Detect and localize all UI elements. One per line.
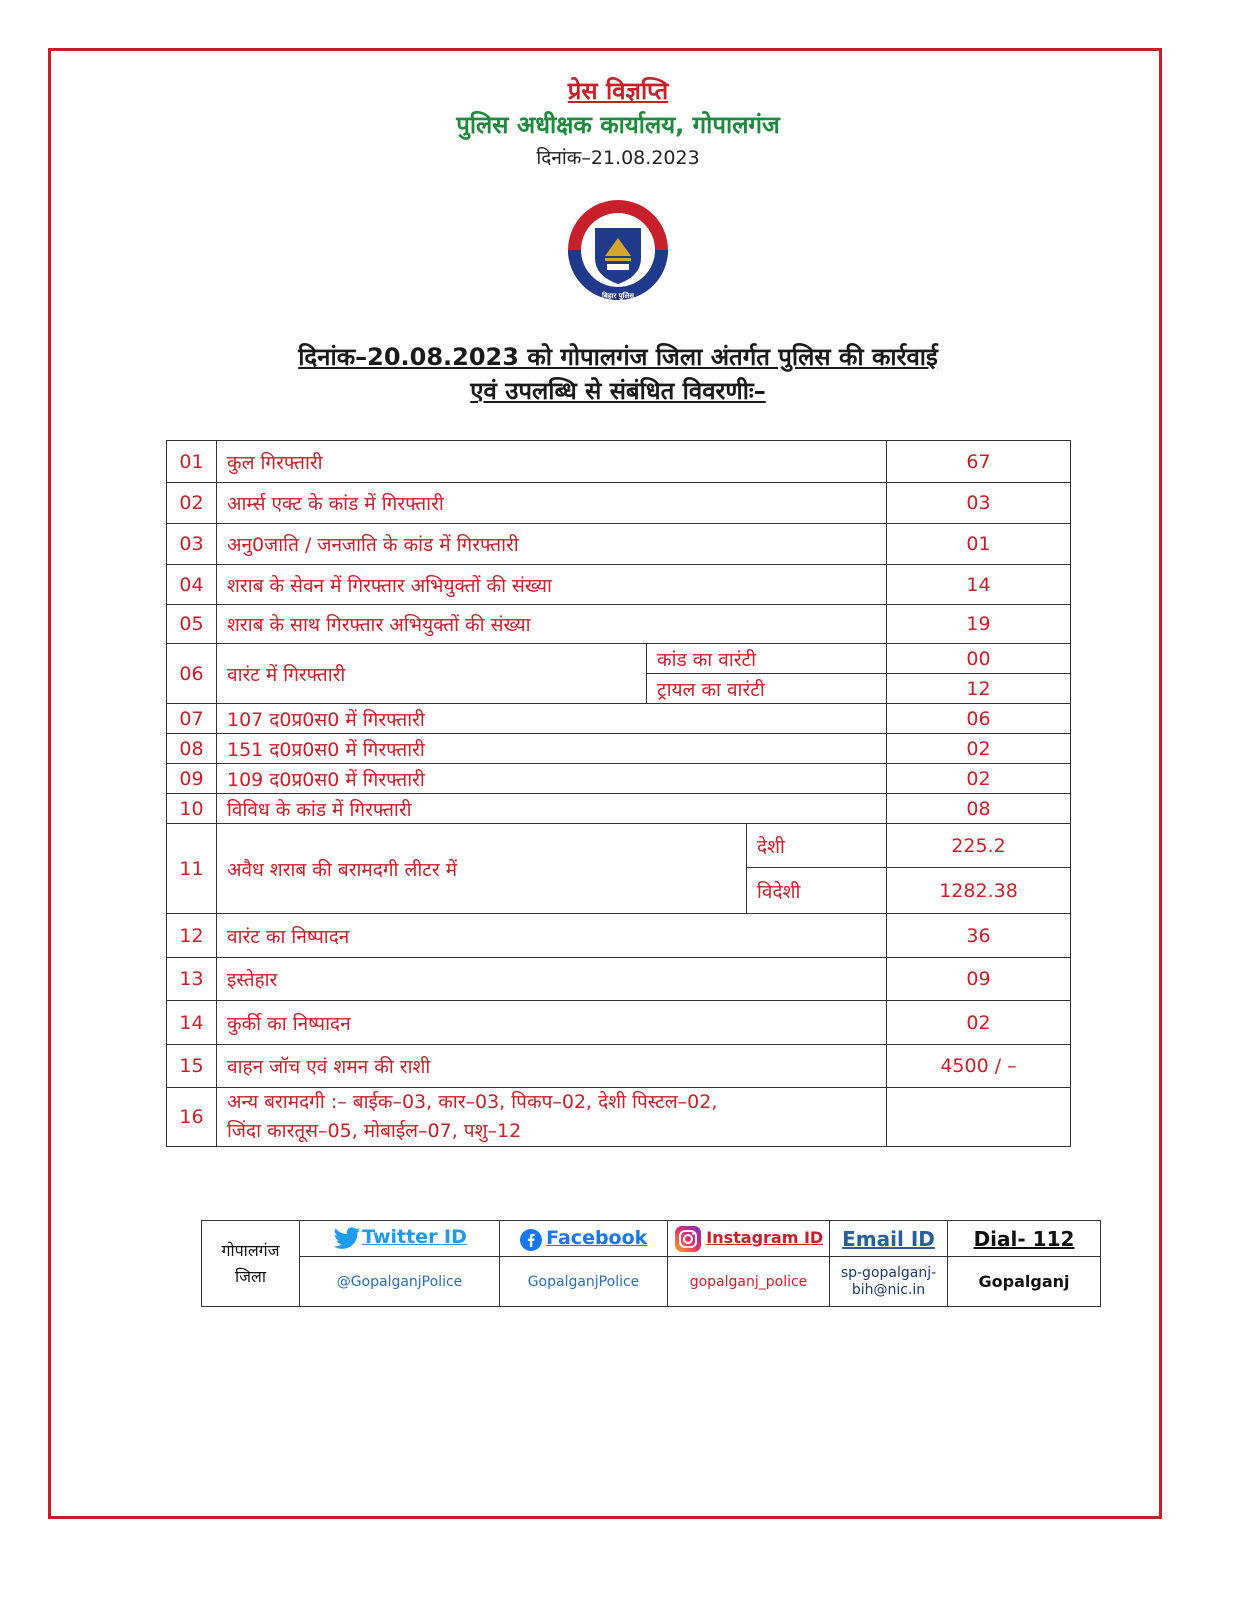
row-label: अनु0जाति / जनजाति के कांड में गिरफ्तारी	[217, 524, 887, 565]
sub-label: ट्रायल का वारंटी	[647, 674, 887, 704]
table-row	[167, 794, 1071, 824]
row-number: 02	[167, 483, 217, 524]
row-number: 14	[167, 1001, 217, 1045]
logo-top-text: बिहार पुलिस	[600, 213, 636, 226]
district-line-2: जिला	[234, 1266, 266, 1286]
row-number: 16	[167, 1088, 217, 1147]
table-row	[167, 441, 1071, 483]
table-row	[167, 524, 1071, 565]
office-name: पुलिस अधीक्षक कार्यालय, गोपालगंज	[456, 111, 780, 139]
table-row	[167, 914, 1071, 958]
instagram-label[interactable]: Instagram ID	[706, 1227, 824, 1247]
dial-location: Gopalganj	[948, 1257, 1101, 1307]
row-label: शराब के साथ गिरफ्तार अभियुक्तों की संख्या	[217, 605, 887, 644]
sub-label: विदेशी	[747, 868, 887, 914]
subject-line-1: दिनांक–20.08.2023 को गोपालगंज जिला अंतर्गत पुलिस की कार्रवाई	[298, 343, 938, 371]
row-label: 109 द0प्र0स0 में गिरफ्तारी	[217, 764, 887, 794]
row-number: 03	[167, 524, 217, 565]
row-label: अवैध शराब की बरामदगी लीटर में	[217, 824, 747, 914]
row-label: आर्म्स एक्ट के कांड में गिरफ्तारी	[217, 483, 887, 524]
row-value: 36	[887, 914, 1071, 958]
row-number: 09	[167, 764, 217, 794]
table-row	[167, 1001, 1071, 1045]
table-row	[167, 605, 1071, 644]
row-number: 04	[167, 565, 217, 605]
row-label: कुर्की का निष्पादन	[217, 1001, 887, 1045]
sub-label: कांड का वारंटी	[647, 644, 887, 674]
dial-header	[948, 1221, 1101, 1257]
table-row	[167, 764, 1071, 794]
row-label: 151 द0प्र0स0 में गिरफ्तारी	[217, 734, 887, 764]
row-number: 01	[167, 441, 217, 483]
sub-value: 225.2	[887, 824, 1071, 868]
row-label: वारंट में गिरफ्तारी	[217, 644, 647, 704]
instagram-header[interactable]	[668, 1221, 830, 1257]
row-label: इस्तेहार	[217, 958, 887, 1001]
email-address[interactable]	[830, 1257, 948, 1307]
email-header[interactable]	[830, 1221, 948, 1257]
stats-table	[166, 440, 1071, 1147]
row-label: कुल गिरफ्तारी	[217, 441, 887, 483]
row-number: 10	[167, 794, 217, 824]
facebook-icon	[520, 1232, 542, 1248]
row-value: 02	[887, 1001, 1071, 1045]
subject-line-2: एवं उपलब्धि से संबंधित विवरणीः–	[470, 377, 766, 405]
district-line-1: गोपालगंज	[221, 1240, 280, 1260]
release-date: दिनांक–21.08.2023	[536, 147, 700, 169]
email-line-1[interactable]: sp-gopalganj-	[840, 1264, 937, 1281]
row-label	[217, 1088, 887, 1147]
row-value: 02	[887, 764, 1071, 794]
logo-bottom-text: बिहार पुलिस	[602, 292, 634, 300]
table-row	[167, 1045, 1071, 1088]
facebook-header[interactable]	[500, 1221, 668, 1257]
table-row	[167, 734, 1071, 764]
sub-value: 12	[887, 674, 1071, 704]
social-contact-table	[201, 1220, 1101, 1307]
twitter-icon	[332, 1231, 362, 1247]
row-label: 107 द0प्र0स0 में गिरफ्तारी	[217, 704, 887, 734]
row-label-line-2: जिंदा कारतूस–05, मोबाईल–07, पशु–12	[227, 1120, 522, 1142]
row-value: 67	[887, 441, 1071, 483]
dial-label: Dial- 112	[973, 1226, 1075, 1251]
row-value: 09	[887, 958, 1071, 1001]
email-label[interactable]: Email ID	[842, 1226, 935, 1251]
press-release-title: प्रेस विज्ञप्ति	[567, 77, 669, 105]
row-number: 05	[167, 605, 217, 644]
twitter-handle[interactable]: @GopalganjPolice	[300, 1257, 500, 1307]
row-label-line-1: अन्य बरामदगी :– बाईक–03, कार–03, पिकप–02, देशी पिस्टल–02,	[227, 1091, 718, 1113]
row-label: शराब के सेवन में गिरफ्तार अभियुक्तों की संख्या	[217, 565, 887, 605]
row-value: 4500 / –	[887, 1045, 1071, 1088]
row-value: 19	[887, 605, 1071, 644]
row-number: 06	[167, 644, 217, 704]
row-number: 12	[167, 914, 217, 958]
table-row	[167, 644, 1071, 674]
facebook-label[interactable]: Facebook	[546, 1226, 648, 1249]
email-line-2[interactable]: bih@nic.in	[851, 1281, 926, 1298]
twitter-header[interactable]	[300, 1221, 500, 1257]
row-label: वारंट का निष्पादन	[217, 914, 887, 958]
table-row	[167, 483, 1071, 524]
row-value: 01	[887, 524, 1071, 565]
row-number: 11	[167, 824, 217, 914]
row-number: 13	[167, 958, 217, 1001]
row-number: 15	[167, 1045, 217, 1088]
row-value: 03	[887, 483, 1071, 524]
sub-label: देशी	[747, 824, 887, 868]
row-label: वाहन जॉच एवं शमन की राशी	[217, 1045, 887, 1088]
table-row	[167, 958, 1071, 1001]
table-row	[167, 704, 1071, 734]
instagram-handle[interactable]: gopalganj_police	[668, 1257, 830, 1307]
district-cell	[202, 1221, 300, 1307]
row-value: 02	[887, 734, 1071, 764]
twitter-label[interactable]: Twitter ID	[362, 1226, 467, 1248]
row-value: 14	[887, 565, 1071, 605]
row-number: 08	[167, 734, 217, 764]
row-label: विविध के कांड में गिरफ्तारी	[217, 794, 887, 824]
table-row	[167, 565, 1071, 605]
facebook-handle[interactable]: GopalganjPolice	[500, 1257, 668, 1307]
table-row	[167, 824, 1071, 868]
row-number: 07	[167, 704, 217, 734]
row-value	[887, 1088, 1071, 1147]
sub-value: 00	[887, 644, 1071, 674]
row-value: 08	[887, 794, 1071, 824]
table-row	[167, 1088, 1071, 1147]
sub-value: 1282.38	[887, 868, 1071, 914]
row-value: 06	[887, 704, 1071, 734]
instagram-icon	[674, 1231, 702, 1247]
bihar-police-logo	[563, 196, 673, 304]
